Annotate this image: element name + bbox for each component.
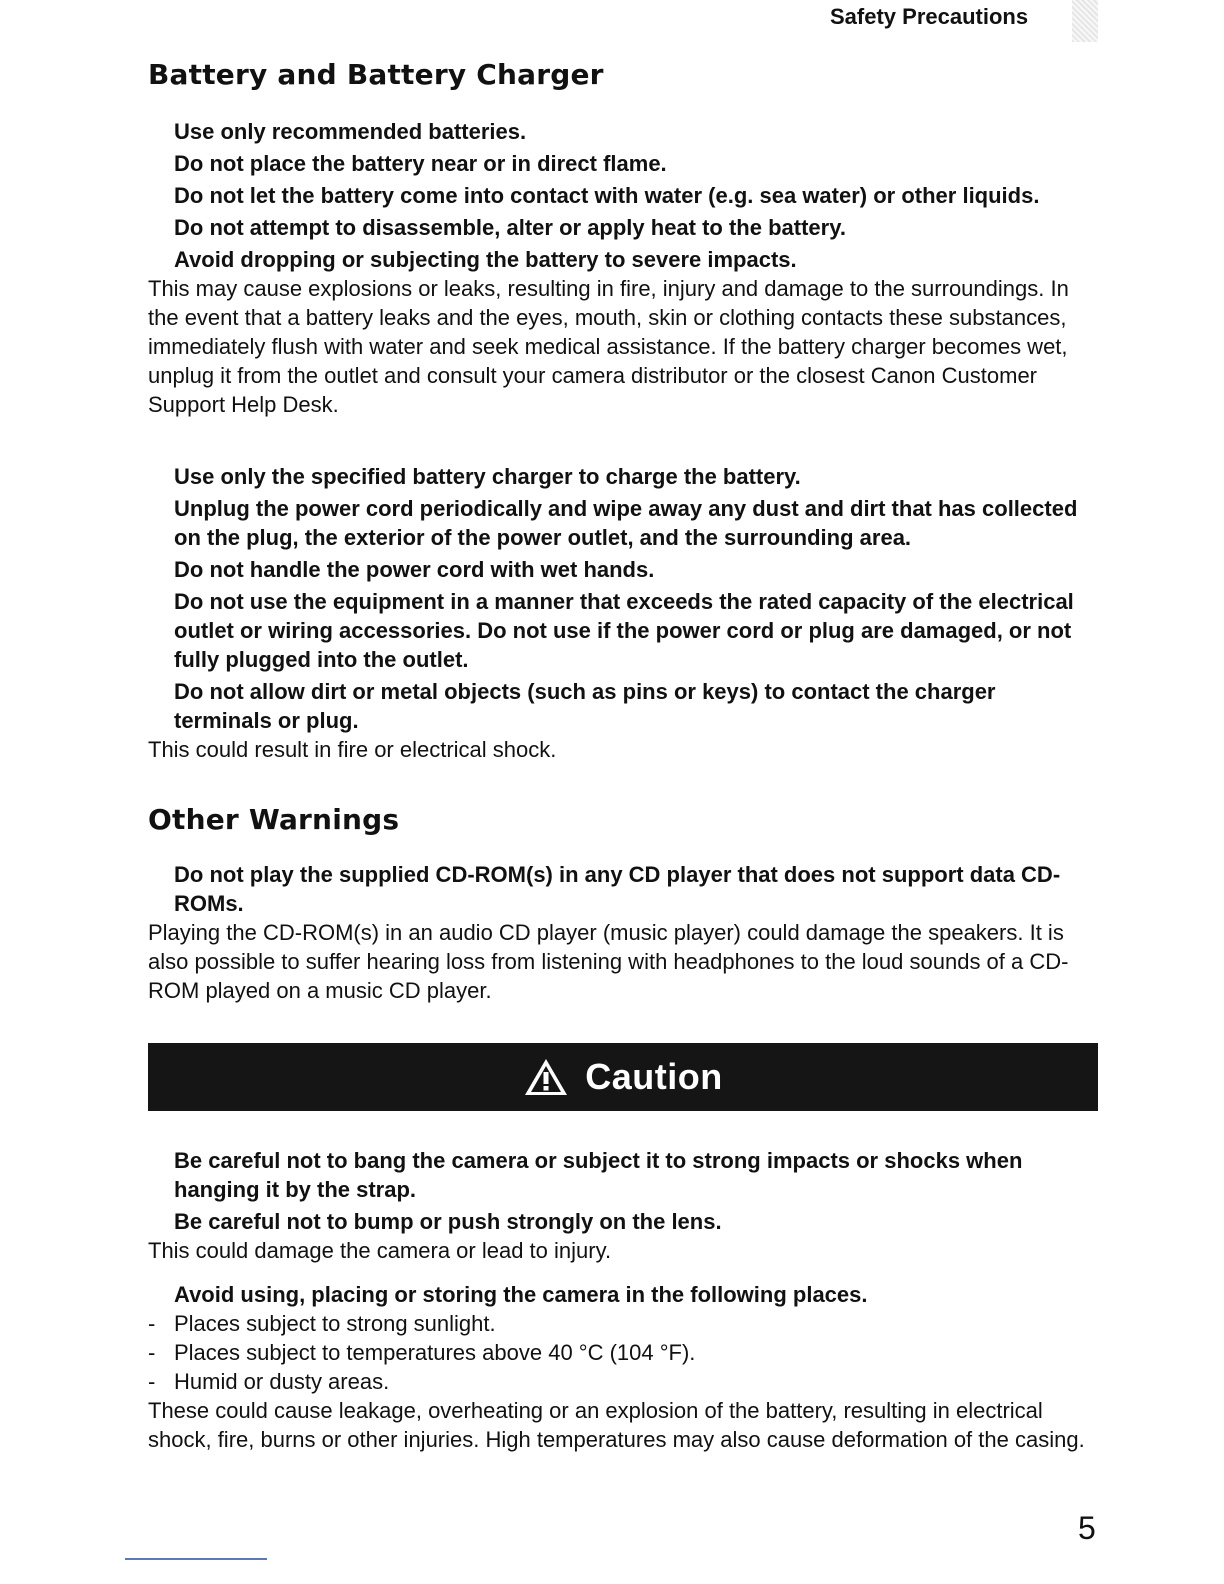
warning-text: Be careful not to bang the camera or subject it to strong impacts or shocks when hanging it by the strap. [174,1148,1023,1202]
list-item-text: Places subject to temperatures above 40 °C (104 °F). [174,1340,696,1365]
caution-warning-group-2 [148,1280,1098,1454]
caution-warning-group-1 [148,1146,1098,1265]
warning-triangle-icon [523,1057,569,1097]
explanation-text: This could result in fire or electrical shock. [148,737,557,762]
warning-text: Use only the specified battery charger to charge the battery. [174,464,801,489]
list-item [148,1367,1098,1396]
warning-text: Do not allow dirt or metal objects (such as pins or keys) to contact the charger terminals or plug. [174,679,996,733]
warning-text: Be careful not to bump or push strongly on the lens. [174,1209,722,1234]
list-item-text: Places subject to strong sunlight. [174,1311,496,1336]
explanation-text: Playing the CD-ROM(s) in an audio CD player (music player) could damage the speakers. It is also possible to suffer hearing loss from listening with headphones to the loud sounds of a CD-ROM played on a music CD player. [148,920,1069,1003]
list-dash: - [148,1340,156,1365]
explanation-text: This could damage the camera or lead to injury. [148,1238,612,1263]
caution-label: Caution [585,1056,723,1097]
warning-text: Do not use the equipment in a manner that exceeds the rated capacity of the electrical outlet or wiring accessories. Do not use if the power cord or plug are damaged, or not fully plugged into the outlet. [174,589,1074,672]
warning-text: Do not let the battery come into contact with water (e.g. sea water) or other liquids. [174,183,1040,208]
list-item [148,1309,1098,1338]
explanation-text: These could cause leakage, overheating or an explosion of the battery, resulting in electrical shock, fire, burns or other injuries. High temperatures may also cause deformation of the casing. [148,1398,1085,1452]
battery-warning-group-1 [148,117,1098,419]
list-item-text: Humid or dusty areas. [174,1369,390,1394]
warning-text: Unplug the power cord periodically and wipe away any dust and dirt that has collected on the plug, the exterior of the power outlet, and the surrounding area. [174,496,1078,550]
list-item [148,1338,1098,1367]
warning-text: Avoid dropping or subjecting the battery to severe impacts. [174,247,797,272]
section-heading-other-warnings: Other Warnings [148,803,400,836]
warning-text: Do not attempt to disassemble, alter or apply heat to the battery. [174,215,846,240]
section-heading-battery: Battery and Battery Charger [148,58,604,91]
caution-banner [148,1043,1098,1111]
footer-rule [125,1558,267,1560]
list-dash: - [148,1311,156,1336]
warning-text: Do not handle the power cord with wet hands. [174,557,655,582]
page-edge-tab [1072,0,1098,42]
battery-warning-group-2 [148,462,1098,764]
warning-text: Do not place the battery near or in direct flame. [174,151,667,176]
explanation-text: This may cause explosions or leaks, resulting in fire, injury and damage to the surroundings. In the event that a battery leaks and the eyes, mouth, skin or clothing contacts these substances, immediately flush with water and seek medical assistance. If the battery charger becomes wet, unplug it from the outlet and consult your camera distributor or the closest Canon Customer Support Help Desk. [148,276,1069,417]
warning-text: Use only recommended batteries. [174,119,527,144]
other-warning-group [148,860,1098,1005]
running-header: Safety Precautions [830,4,1029,29]
warning-text: Do not play the supplied CD-ROM(s) in any CD player that does not support data CD-ROMs. [174,862,1061,916]
list-dash: - [148,1369,156,1394]
page-number: 5 [1078,1510,1096,1546]
warning-text: Avoid using, placing or storing the camera in the following places. [174,1282,868,1307]
